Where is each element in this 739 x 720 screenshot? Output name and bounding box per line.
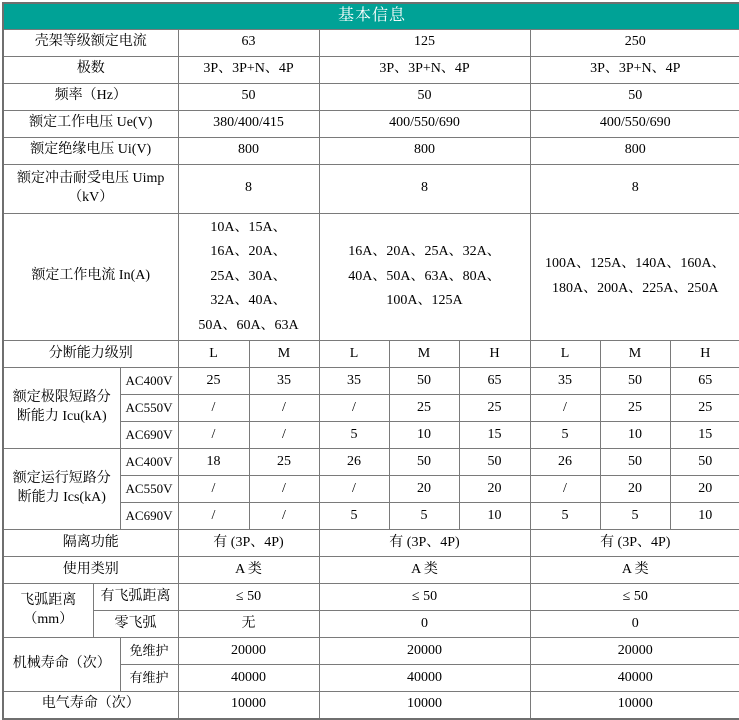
row-label: 额定工作电流 In(A): [3, 213, 178, 341]
cell-value: 0: [319, 611, 530, 638]
cell-value: M: [600, 341, 670, 368]
cell-value: 有 (3P、4P): [178, 530, 319, 557]
table-row: [3, 83, 739, 110]
sub-row-label: AC550V: [120, 395, 178, 422]
cell-value: 20: [600, 476, 670, 503]
sub-row-label: 零飞弧: [93, 611, 178, 638]
cell-value: 5: [530, 503, 600, 530]
table-row: [3, 137, 739, 164]
cell-value: 50: [670, 449, 739, 476]
cell-value: 35: [319, 368, 389, 395]
cell-value: /: [178, 422, 249, 449]
cell-value: /: [249, 422, 319, 449]
sub-row-label: AC690V: [120, 422, 178, 449]
cell-value: 26: [530, 449, 600, 476]
cell-value: 50: [389, 449, 459, 476]
cell-value: 3P、3P+N、4P: [530, 56, 739, 83]
cell-value: 63: [178, 29, 319, 56]
cell-value: L: [319, 341, 389, 368]
table-row: [3, 110, 739, 137]
cell-value: 10: [389, 422, 459, 449]
table-row: [3, 638, 739, 665]
row-label: 使用类别: [3, 557, 178, 584]
sub-row-label: 免维护: [120, 638, 178, 665]
cell-value: 25: [389, 395, 459, 422]
row-label: 频率（Hz）: [3, 83, 178, 110]
cell-value: 50: [389, 368, 459, 395]
cell-value: 800: [178, 137, 319, 164]
cell-value: 8: [530, 164, 739, 213]
cell-value: ≤ 50: [178, 584, 319, 611]
cell-value: /: [178, 503, 249, 530]
cell-value: 5: [389, 503, 459, 530]
cell-value: 25: [178, 368, 249, 395]
cell-value: 15: [670, 422, 739, 449]
cell-value: 10000: [530, 692, 739, 719]
cell-value: /: [530, 476, 600, 503]
cell-value: L: [178, 341, 249, 368]
cell-value: 50: [600, 368, 670, 395]
cell-value: 800: [530, 137, 739, 164]
cell-value: /: [249, 503, 319, 530]
sub-row-label: AC400V: [120, 449, 178, 476]
cell-value: 25: [670, 395, 739, 422]
cell-value: 25: [459, 395, 530, 422]
cell-value: 800: [319, 137, 530, 164]
cell-value: 20: [389, 476, 459, 503]
cell-value: A 类: [319, 557, 530, 584]
cell-value: 5: [530, 422, 600, 449]
cell-value: 40000: [319, 665, 530, 692]
cell-value: 20000: [178, 638, 319, 665]
cell-value: 5: [319, 503, 389, 530]
table-row: [3, 29, 739, 56]
cell-value: 15: [459, 422, 530, 449]
cell-value: 380/400/415: [178, 110, 319, 137]
cell-value: 25: [600, 395, 670, 422]
cell-value: 20: [459, 476, 530, 503]
table-title: 基本信息: [3, 3, 739, 29]
row-label: 额定工作电压 Ue(V): [3, 110, 178, 137]
cell-value: 50: [600, 449, 670, 476]
cell-value: H: [670, 341, 739, 368]
row-label: 额定极限短路分断能力 Icu(kA): [3, 368, 120, 449]
row-label: 极数: [3, 56, 178, 83]
cell-value: 3P、3P+N、4P: [319, 56, 530, 83]
cell-value: 250: [530, 29, 739, 56]
sub-row-label: AC690V: [120, 503, 178, 530]
cell-value: 8: [178, 164, 319, 213]
row-label: 机械寿命（次）: [3, 638, 120, 692]
cell-value: 20000: [319, 638, 530, 665]
table-row: [3, 449, 739, 476]
cell-value: 400/550/690: [530, 110, 739, 137]
cell-value: 50: [459, 449, 530, 476]
cell-value: 5: [600, 503, 670, 530]
cell-value: 50: [530, 83, 739, 110]
row-label: 额定绝缘电压 Ui(V): [3, 137, 178, 164]
cell-value: 有 (3P、4P): [319, 530, 530, 557]
cell-value: 25: [249, 449, 319, 476]
table-row: [3, 611, 739, 638]
row-label-line2: （kV）: [68, 189, 114, 205]
row-label-line1: 额定冲击耐受电压 Uimp: [17, 170, 165, 186]
cell-value: 3P、3P+N、4P: [178, 56, 319, 83]
row-label: 分断能力级别: [3, 341, 178, 368]
cell-value: 18: [178, 449, 249, 476]
cell-value: 5: [319, 422, 389, 449]
cell-value: 40000: [178, 665, 319, 692]
cell-value: 0: [530, 611, 739, 638]
cell-value: 10000: [178, 692, 319, 719]
table-row: [3, 692, 739, 719]
sub-row-label: AC550V: [120, 476, 178, 503]
cell-value: /: [319, 476, 389, 503]
sub-row-label: 有维护: [120, 665, 178, 692]
cell-value: 16A、20A、25A、32A、40A、50A、63A、80A、100A、125A: [319, 213, 530, 341]
cell-value: ≤ 50: [530, 584, 739, 611]
row-label: [3, 164, 178, 213]
table-row: [3, 56, 739, 83]
cell-value: 10: [600, 422, 670, 449]
cell-value: 125: [319, 29, 530, 56]
cell-value: A 类: [530, 557, 739, 584]
cell-value: 65: [459, 368, 530, 395]
basic-info-table: [2, 2, 739, 720]
cell-value: ≤ 50: [319, 584, 530, 611]
cell-value: 8: [319, 164, 530, 213]
cell-value: /: [178, 476, 249, 503]
cell-value: 无: [178, 611, 319, 638]
row-label: 电气寿命（次）: [3, 692, 178, 719]
cell-value: 10000: [319, 692, 530, 719]
table-row: [3, 368, 739, 395]
sub-row-label: 有飞弧距离: [93, 584, 178, 611]
cell-value: 400/550/690: [319, 110, 530, 137]
cell-value: 35: [249, 368, 319, 395]
table-header-row: [3, 3, 739, 29]
cell-value: 10: [670, 503, 739, 530]
cell-value: M: [389, 341, 459, 368]
cell-value: 50: [319, 83, 530, 110]
cell-value: 10: [459, 503, 530, 530]
cell-value: 有 (3P、4P): [530, 530, 739, 557]
cell-value: L: [530, 341, 600, 368]
cell-value: 50: [178, 83, 319, 110]
table-row: [3, 213, 739, 341]
cell-value: /: [249, 476, 319, 503]
cell-value: /: [319, 395, 389, 422]
table-row: [3, 530, 739, 557]
cell-value: 40000: [530, 665, 739, 692]
row-label: 隔离功能: [3, 530, 178, 557]
cell-value: M: [249, 341, 319, 368]
table-row: [3, 341, 739, 368]
cell-value: /: [249, 395, 319, 422]
cell-value: 26: [319, 449, 389, 476]
cell-value: 100A、125A、140A、160A、180A、200A、225A、250A: [530, 213, 739, 341]
row-label: 壳架等级额定电流: [3, 29, 178, 56]
cell-value: 20: [670, 476, 739, 503]
table-row: [3, 584, 739, 611]
cell-value: A 类: [178, 557, 319, 584]
cell-value: 35: [530, 368, 600, 395]
row-label: 飞弧距离（mm）: [3, 584, 93, 638]
cell-value: 20000: [530, 638, 739, 665]
cell-value: /: [178, 395, 249, 422]
cell-value: /: [530, 395, 600, 422]
cell-value: H: [459, 341, 530, 368]
table-row: [3, 164, 739, 213]
cell-value: 65: [670, 368, 739, 395]
sub-row-label: AC400V: [120, 368, 178, 395]
table-row: [3, 557, 739, 584]
cell-value: 10A、15A、16A、20A、25A、30A、32A、40A、50A、60A、63A: [178, 213, 319, 341]
row-label: 额定运行短路分断能力 Ics(kA): [3, 449, 120, 530]
